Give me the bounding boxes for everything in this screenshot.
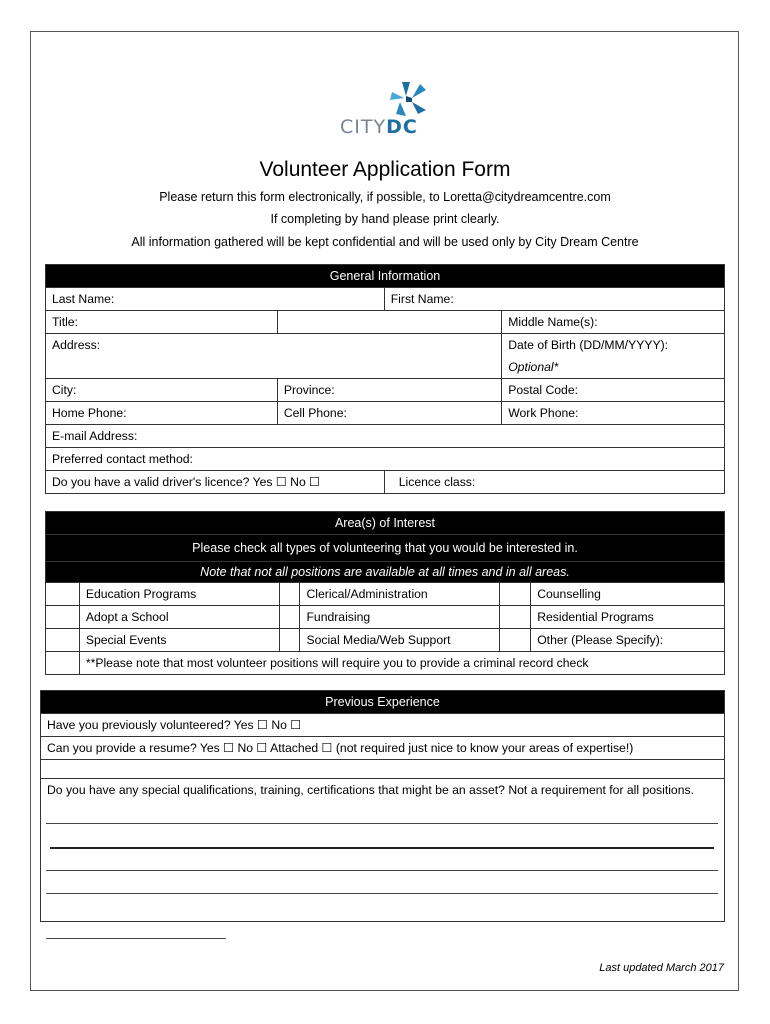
signature-line[interactable] [46,938,226,939]
criminal-record-spacer [46,652,80,675]
form-title: Volunteer Application Form [259,158,511,181]
criminal-record-note: **Please note that most volunteer positions will require you to provide a criminal record check [79,652,724,675]
answer-line[interactable] [46,893,718,894]
interest-option: Social Media/Web Support [300,629,500,652]
interest-row [46,606,725,629]
first-name-field[interactable]: First Name: [384,288,724,311]
email-field[interactable]: E-mail Address: [46,425,725,448]
counselling-checkbox[interactable] [500,583,531,606]
interest-option: Clerical/Administration [300,583,500,606]
last-name-field[interactable]: Last Name: [46,288,385,311]
interest-option: Fundraising [300,606,500,629]
city-dc-logo [340,80,430,136]
fundraising-checkbox[interactable] [279,606,300,629]
social-media-checkbox[interactable] [279,629,300,652]
date-of-birth-optional: Optional* [502,356,725,379]
general-information-table [45,264,725,494]
drivers-licence-question[interactable]: Do you have a valid driver's licence? Yes ☐ No ☐ [46,471,385,494]
previous-experience-header: Previous Experience [41,691,725,714]
intro-line-3: All information gathered will be kept confidential and will be used only by City Dream Centre [131,235,639,249]
other-checkbox[interactable] [500,629,531,652]
postal-code-field[interactable]: Postal Code: [502,379,725,402]
special-events-checkbox[interactable] [46,629,80,652]
cell-phone-field[interactable]: Cell Phone: [277,402,501,425]
title-value-field[interactable] [277,311,501,334]
resume-question[interactable]: Can you provide a resume? Yes ☐ No ☐ Attached ☐ (not required just nice to know your areas of expertise!) [41,737,725,760]
interest-option: Counselling [531,583,725,606]
previously-volunteered-question[interactable]: Have you previously volunteered? Yes ☐ No ☐ [41,714,725,737]
title-field[interactable]: Title: [46,311,278,334]
address-field[interactable]: Address: [46,334,502,379]
interest-option: Special Events [79,629,279,652]
answer-line[interactable] [46,870,718,871]
interest-option: Education Programs [79,583,279,606]
areas-of-interest-table [45,511,725,675]
blank-row [41,760,725,779]
intro-line-2: If completing by hand please print clearly. [270,212,500,226]
residential-programs-checkbox[interactable] [500,606,531,629]
work-phone-field[interactable]: Work Phone: [502,402,725,425]
interest-option: Adopt a School [79,606,279,629]
answer-line[interactable] [50,847,714,849]
interest-option: Residential Programs [531,606,725,629]
intro-line-1: Please return this form electronically, if possible, to Loretta@citydreamcentre.com [159,190,611,204]
preferred-contact-field[interactable]: Preferred contact method: [46,448,725,471]
clerical-administration-checkbox[interactable] [279,583,300,606]
city-field[interactable]: City: [46,379,278,402]
interest-note: Note that not all positions are available at all times and in all areas. [46,562,725,583]
general-information-header: General Information [46,265,725,288]
interest-row [46,583,725,606]
date-of-birth-field[interactable]: Date of Birth (DD/MM/YYYY): [502,334,725,357]
province-field[interactable]: Province: [277,379,501,402]
interest-row [46,629,725,652]
logo-wordmark: CITYDC [340,116,418,138]
education-programs-checkbox[interactable] [46,583,80,606]
adopt-a-school-checkbox[interactable] [46,606,80,629]
answer-line[interactable] [46,823,718,824]
areas-of-interest-header: Area(s) of Interest [46,512,725,535]
previous-experience-table [40,690,725,922]
last-updated-footer: Last updated March 2017 [599,962,724,974]
interest-instruction: Please check all types of volunteering that you would be interested in. [46,535,725,562]
qualifications-question[interactable]: Do you have any special qualifications, training, certifications that might be an asset? Not a requirement for all positions. [41,779,725,922]
home-phone-field[interactable]: Home Phone: [46,402,278,425]
middle-name-field[interactable]: Middle Name(s): [502,311,725,334]
licence-class-field[interactable]: Licence class: [384,471,724,494]
star-logo-icon [340,80,430,120]
interest-option: Other (Please Specify): [531,629,725,652]
